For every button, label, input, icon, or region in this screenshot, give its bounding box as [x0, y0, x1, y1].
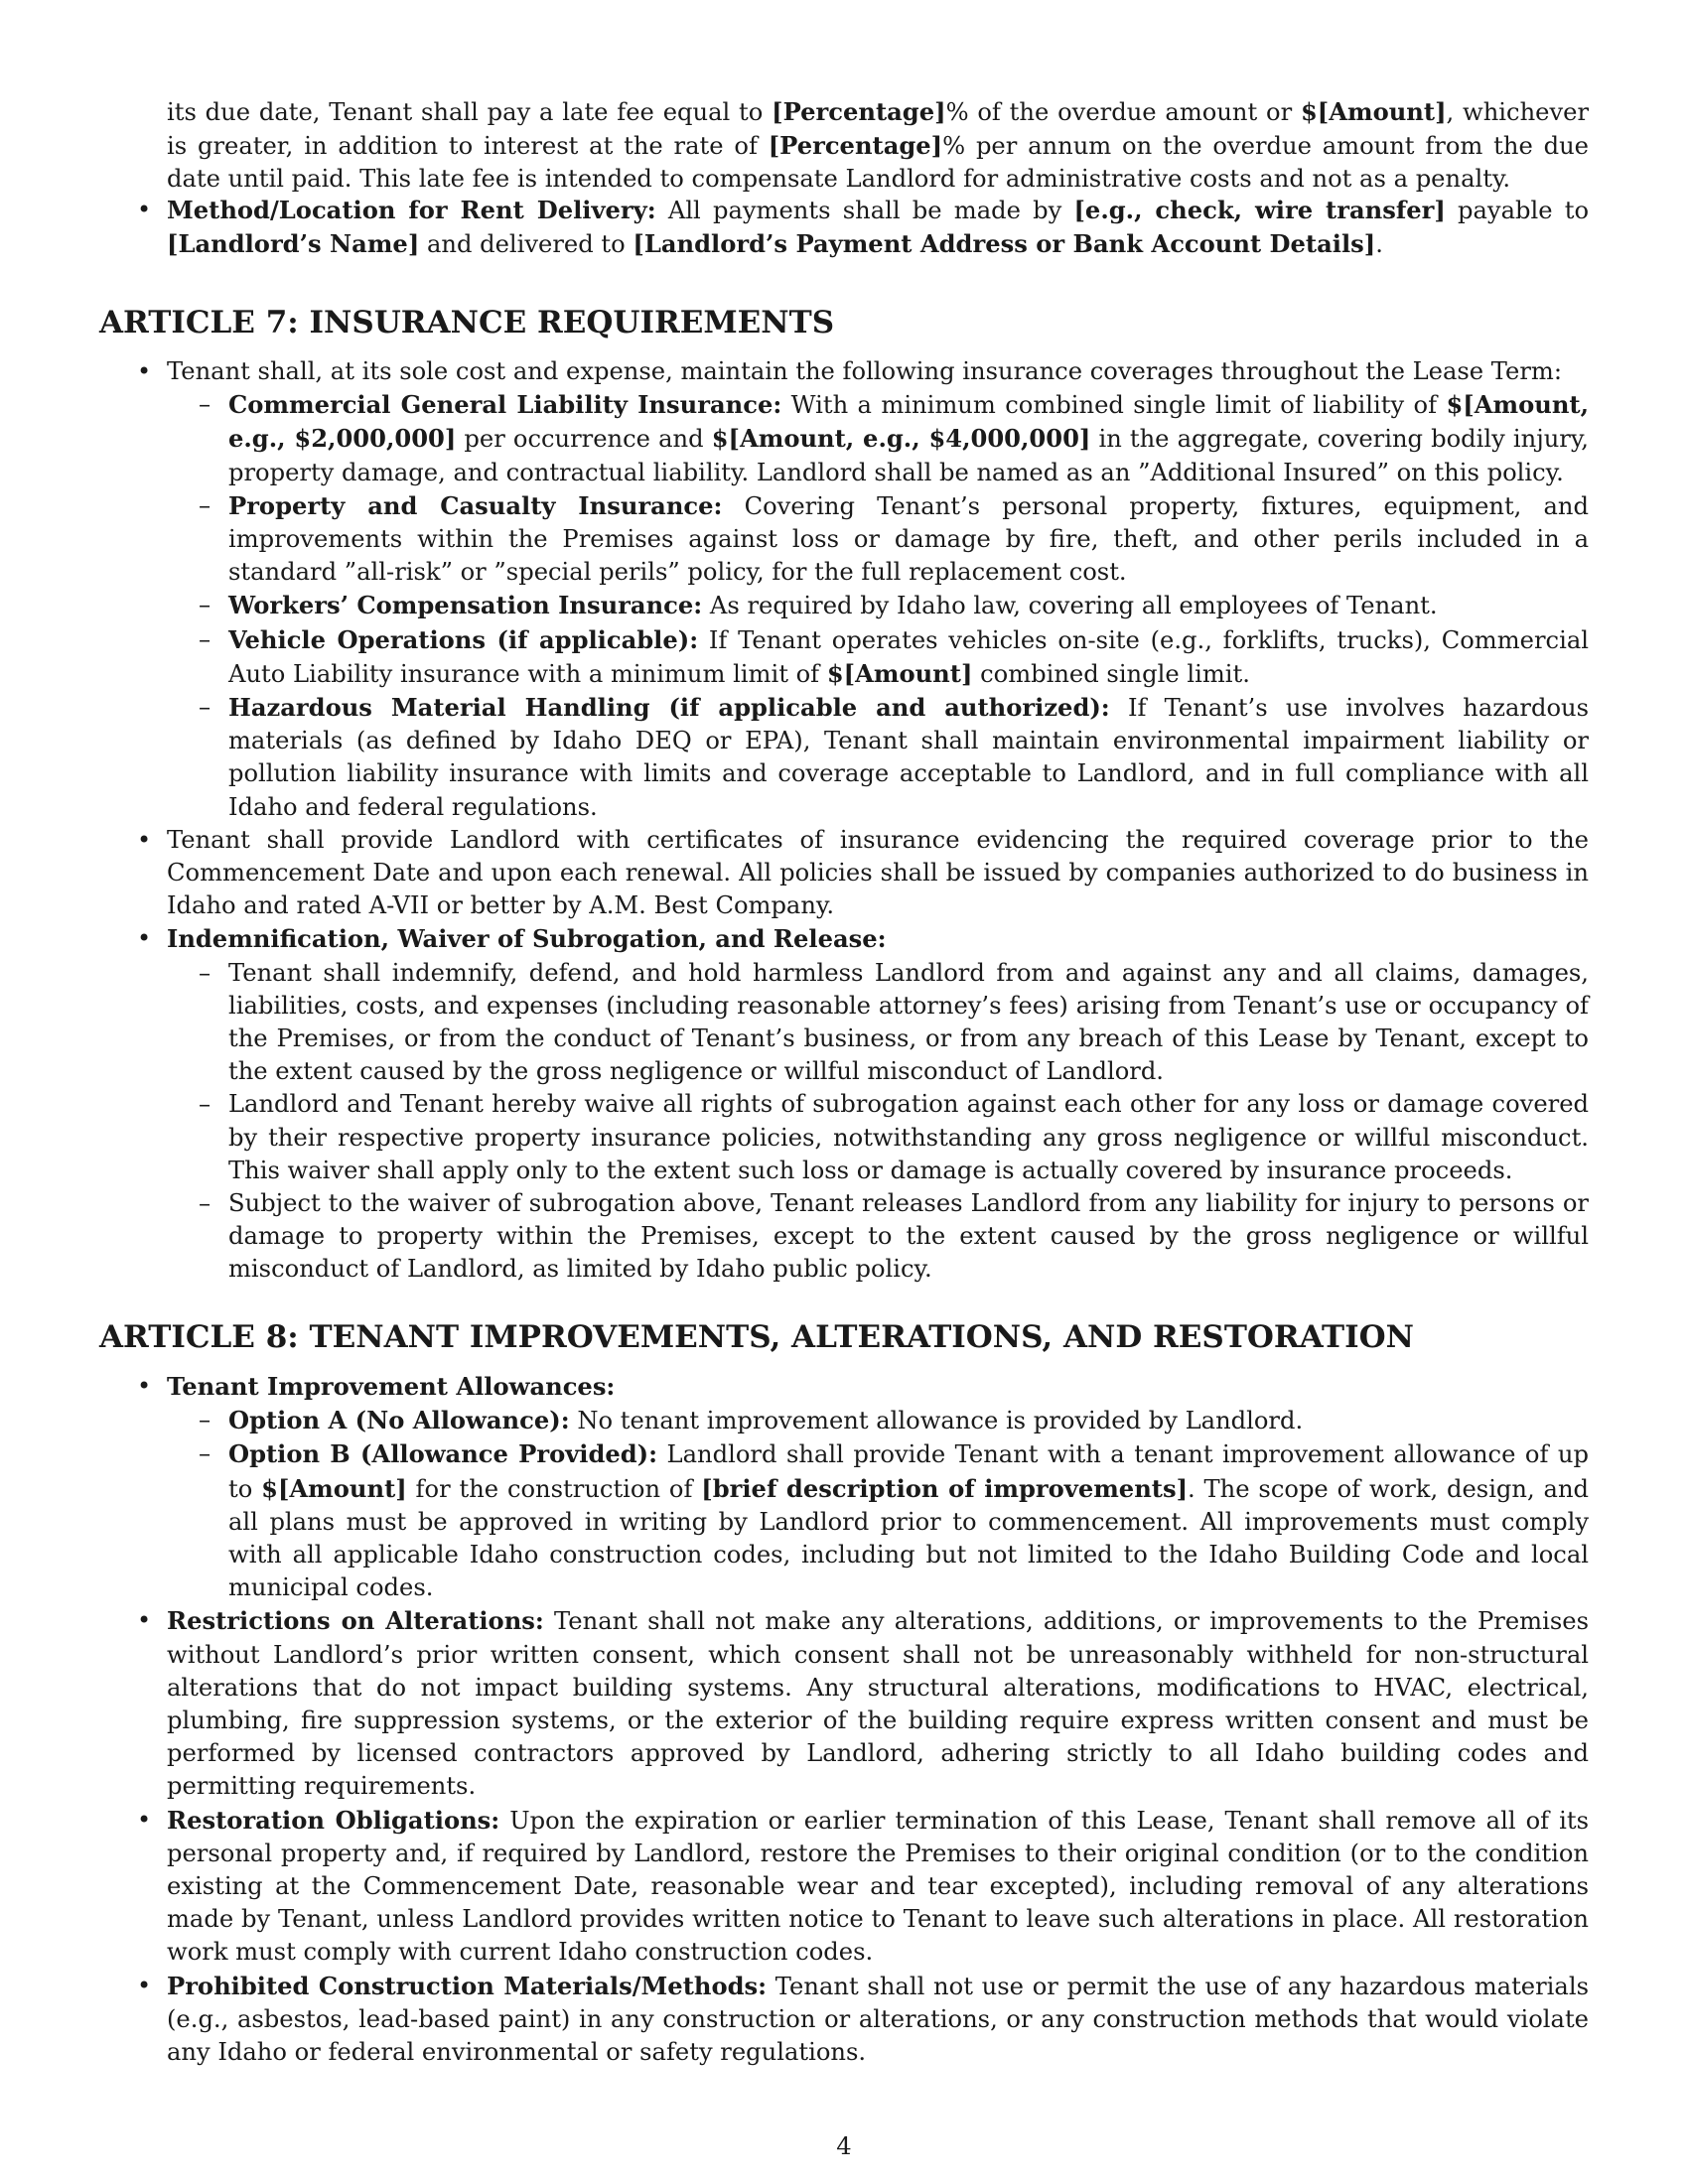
page-number: 4 [836, 2132, 852, 2160]
release-item: – Subject to the waiver of subrogation above, Tenant releases Landlord from any liability for injury to persons or damage to property within the Premises, except to the extent caused by the gross negligence or willful misconduct of Landlord, as limited by Idaho public policy. [228, 1187, 1589, 1287]
indemnification-item: • Indemnification, Waiver of Subrogation, and Release: – Tenant shall indemnify, defend, and hold harmless Landlord from and against any and all claims, damages, liabilities, costs, and expenses (including reasonable attorney’s fees) arising from Tenant’s use or occupancy of the Premises, or from the conduct of Tenant’s business, or from any breach of this Lease by Tenant, except to the extent caused by the gross negligence or willful misconduct of Landlord. – Landlord and Tenant hereby waive all rights of subrogation against each other for any loss or damage covered by their respective property insurance policies, notwithstanding any gross negligence or willful misconduct. This waiver shall apply only to the extent such loss or damage is actually covered by insurance proceeds. – Subject to the waiver of subrogation above, Tenant releases Landlord from any liability for injury to persons or damage to property within the Premises, except to the extent caused by the gross negligence or willful misconduct of Landlord, as limited by Idaho public policy. [167, 922, 1589, 1286]
rent-delivery-list [167, 194, 1589, 261]
workers-comp-item: – Workers’ Compensation Insurance: As required by Idaho law, covering all employees of Tenant. [228, 589, 1589, 622]
indemnify-item: – Tenant shall indemnify, defend, and hold harmless Landlord from and against any and all claims, damages, liabilities, costs, and expenses (including reasonable attorney’s fees) arising from Tenant’s use or occupancy of the Premises, or from the conduct of Tenant’s business, or from any breach of this Lease by Tenant, except to the extent caused by the gross negligence or willful misconduct of Landlord. [228, 957, 1589, 1089]
allowance-options-list [167, 1404, 1589, 1604]
vehicle-operations-item: – Vehicle Operations (if applicable): If Tenant operates vehicles on-site (e.g., forklifts, trucks), Commercial Auto Liability insurance with a minimum limit of $[Amount] combined single limit. [228, 623, 1589, 691]
rent-delivery-item: • Method/Location for Rent Delivery: All payments shall be made by [e.g., check, wire transfer] payable to [Landlord’s Name] and delivered to [Landlord’s Payment Address or Bank Account Details]. [167, 194, 1589, 261]
article-8-heading: ARTICLE 8: TENANT IMPROVEMENTS, ALTERATIONS, AND RESTORATION [99, 1319, 1414, 1355]
article-7-list [167, 355, 1589, 1287]
restrictions-item: • Restrictions on Alterations: Tenant shall not make any alterations, additions, or improvements to the Premises without Landlord’s prior written consent, which consent shall not be unreasonably withheld for non-structural alterations that do not impact building systems. Any structural alterations, modifications to HVAC, electrical, plumbing, fire suppression systems, or the exterior of the building require express written consent and must be performed by licensed contractors approved by Landlord, adhering strictly to all Idaho building codes and permitting requirements. [167, 1604, 1589, 1803]
article-8-list [167, 1370, 1589, 2069]
restoration-item: • Restoration Obligations: Upon the expiration or earlier termination of this Lease, Tenant shall remove all of its personal property and, if required by Landlord, restore the Premises to their original condition (or to the condition existing at the Commencement Date, reasonable wear and tear excepted), including removal of any alterations made by Tenant, unless Landlord provides written notice to Tenant to leave such alterations in place. All restoration work must comply with current Idaho construction codes. [167, 1804, 1589, 1970]
allowances-item: • Tenant Improvement Allowances: – Option A (No Allowance): No tenant improvement allowance is provided by Landlord. – Option B (Allowance Provided): Landlord shall provide Tenant with a tenant improvement allowance of up to $[Amount] for the construction of [brief description of improvements]. The scope of work, design, and all plans must be approved in writing by Landlord prior to commencement. All improvements must comply with all applicable Idaho construction codes, including but not limited to the Idaho Building Code and local municipal codes. [167, 1370, 1589, 1604]
insurance-intro-item: • Tenant shall, at its sole cost and expense, maintain the following insurance coverages throughout the Lease Term: – Commercial General Liability Insurance: With a minimum combined single limit of liability of $[Amount, e.g., $2,000,000] per occurrence and $[Amount, e.g., $4,000,000] in the aggregate, covering bodily injury, property damage, and contractual liability. Landlord shall be named as an ”Additional Insured” on this policy. – Property and Casualty Insurance: Covering Tenant’s personal property, fixtures, equipment, and improvements within the Premises against loss or damage by fire, theft, and other perils included in a standard ”all-risk” or ”special perils” policy, for the full replacement cost. – Workers’ Compensation Insurance: As required by Idaho law, covering all employees of Tenant. – Vehicle Operations (if applicable): If Tenant operates vehicles on-site (e.g., forklifts, trucks), Commercial Auto Liability insurance with a minimum limit of $[Amount] combined single limit. – Hazardous Material Handling (if applicable and authorized): If Tenant’s use involves hazardous materials (as defined by Idaho DEQ or EPA), Tenant shall maintain environmental impairment liability or pollution liability insurance with limits and coverage acceptable to Landlord, and in full compliance with all Idaho and federal regulations. [167, 355, 1589, 824]
indemnification-list [167, 957, 1589, 1287]
option-a-item: – Option A (No Allowance): No tenant improvement allowance is provided by Landlord. [228, 1404, 1589, 1437]
prohibited-materials-item: • Prohibited Construction Materials/Methods: Tenant shall not use or permit the use of any hazardous materials (e.g., asbestos, lead-based paint) in any construction or alterations, or any construction methods that would violate any Idaho or federal environmental or safety regulations. [167, 1970, 1589, 2070]
cgl-item: – Commercial General Liability Insurance: With a minimum combined single limit of liability of $[Amount, e.g., $2,000,000] per occurrence and $[Amount, e.g., $4,000,000] in the aggregate, covering bodily injury, property damage, and contractual liability. Landlord shall be named as an ”Additional Insured” on this policy. [228, 388, 1589, 489]
article-7-heading: ARTICLE 7: INSURANCE REQUIREMENTS [99, 305, 835, 341]
insurance-coverage-list [167, 388, 1589, 824]
hazardous-material-item: – Hazardous Material Handling (if applicable and authorized): If Tenant’s use involves hazardous materials (as defined by Idaho DEQ or EPA), Tenant shall maintain environmental impairment liability or pollution liability insurance with limits and coverage acceptable to Landlord, and in full compliance with all Idaho and federal regulations. [228, 691, 1589, 824]
certificates-item: • Tenant shall provide Landlord with certificates of insurance evidencing the required coverage prior to the Commencement Date and upon each renewal. All policies shall be issued by companies authorized to do business in Idaho and rated A-VII or better by A.M. Best Company. [167, 824, 1589, 923]
waiver-subrogation-item: – Landlord and Tenant hereby waive all rights of subrogation against each other for any loss or damage covered by their respective property insurance policies, notwithstanding any gross negligence or willful misconduct. This waiver shall apply only to the extent such loss or damage is actually covered by insurance proceeds. [228, 1088, 1589, 1187]
late-fee-continuation: its due date, Tenant shall pay a late fee equal to [Percentage]% of the overdue amount or $[Amount], whichever is greater, in addition to interest at the rate of [Percentage]% per annum on the overdue amount from the due date until paid. This late fee is intended to compensate Landlord for administrative costs and not as a penalty. [167, 97, 1590, 194]
property-casualty-item: – Property and Casualty Insurance: Covering Tenant’s personal property, fixtures, equipment, and improvements within the Premises against loss or damage by fire, theft, and other perils included in a standard ”all-risk” or ”special perils” policy, for the full replacement cost. [228, 489, 1589, 590]
option-b-item: – Option B (Allowance Provided): Landlord shall provide Tenant with a tenant improvement allowance of up to $[Amount] for the construction of [brief description of improvements]. The scope of work, design, and all plans must be approved in writing by Landlord prior to commencement. All improvements must comply with all applicable Idaho construction codes, including but not limited to the Idaho Building Code and local municipal codes. [228, 1437, 1589, 1604]
